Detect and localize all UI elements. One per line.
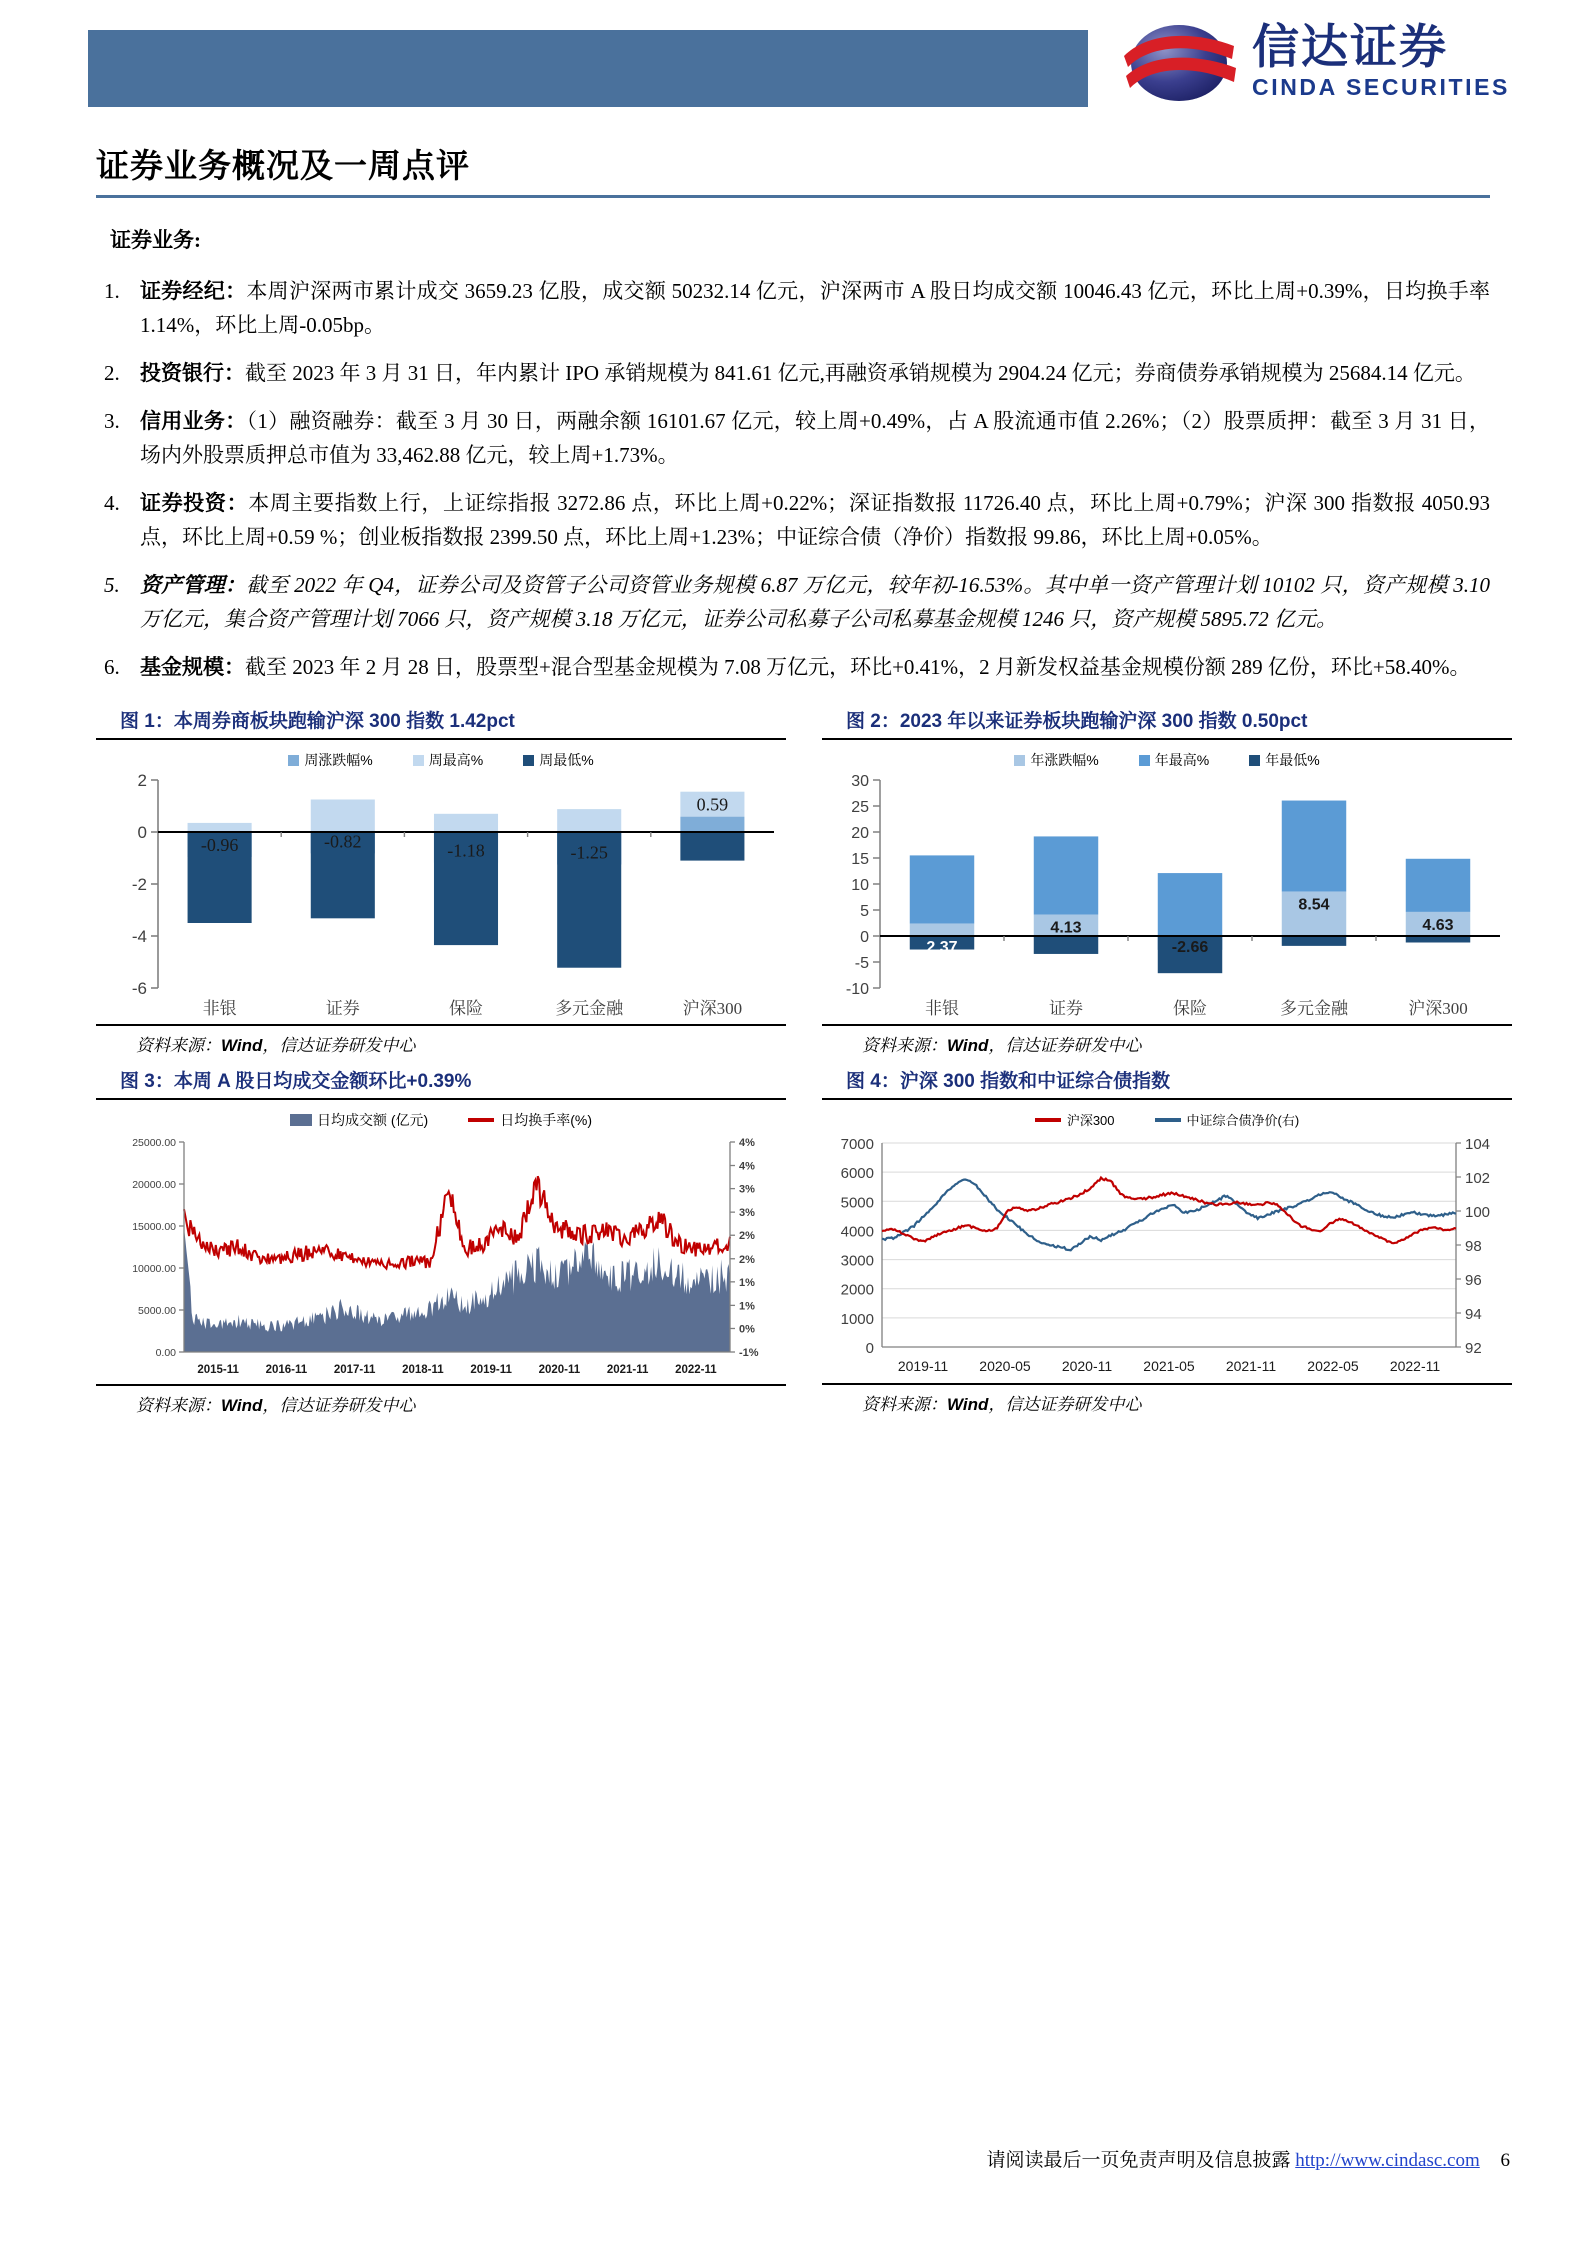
source-suffix: ，信达证券研发中心 bbox=[988, 1395, 1142, 1415]
chart-card-2 bbox=[822, 706, 1512, 1056]
axis-tick-label: 5000.00 bbox=[138, 1305, 176, 1318]
legend-label: 沪深300 bbox=[1066, 1113, 1115, 1129]
bar-segment-low bbox=[1034, 936, 1098, 954]
axis-tick-label: 15000.00 bbox=[132, 1221, 176, 1234]
axis-tick-label: -5 bbox=[854, 955, 869, 973]
chart-card-4 bbox=[822, 1066, 1512, 1416]
axis-tick-label: 6000 bbox=[840, 1165, 874, 1183]
page-footer bbox=[0, 2145, 1586, 2172]
x-tick-label: 2019-11 bbox=[470, 1364, 512, 1377]
axis-tick-label: 0 bbox=[865, 1340, 874, 1358]
x-tick-label: 2021-05 bbox=[1143, 1358, 1195, 1375]
legend-label: 周最高% bbox=[428, 752, 484, 769]
list-item-text: 本周沪深两市累计成交 3659.23 亿股，成交额 50232.14 亿元，沪深两市 A 股日均成交额 10046.43 亿元，环比上周+0.39%，日均换手率 1.14%，环比上周-0.05bp。 bbox=[140, 279, 1491, 338]
axis-tick-label: 0% bbox=[739, 1323, 755, 1336]
list-item-lead: 投资银行： bbox=[140, 361, 245, 386]
x-tick-label: 2021-11 bbox=[606, 1364, 649, 1377]
x-tick-label: 2017-11 bbox=[333, 1364, 376, 1377]
axis-tick-label: 20 bbox=[851, 825, 869, 843]
bar-segment-high bbox=[1282, 801, 1346, 892]
list-item-text: （1）融资融券：截至 3 月 30 日，两融余额 16101.67 亿元，较上周+0.49%，占 A 股流通市值 2.26%；（2）股票质押：截至 3 月 31 日，场内外股票质押总市值为 33,462.88 亿元，较上周+1.73%。 bbox=[140, 409, 1490, 468]
bar-value-label: 0.59 bbox=[696, 794, 729, 815]
list-item bbox=[96, 650, 1490, 684]
legend-swatch bbox=[523, 755, 534, 766]
category-label: 非银 bbox=[202, 999, 237, 1019]
axis-tick-label: -6 bbox=[131, 979, 147, 999]
source-wind: Wind bbox=[221, 1396, 263, 1416]
category-label: 证券 bbox=[325, 999, 360, 1019]
page-number: 6 bbox=[1500, 2150, 1510, 2171]
bar-segment-change bbox=[680, 817, 744, 832]
chart-4-plot bbox=[822, 1131, 1512, 1381]
x-tick-label: 2020-05 bbox=[979, 1358, 1031, 1375]
axis-tick-label: 7000 bbox=[840, 1136, 874, 1154]
chart-source-1 bbox=[96, 1024, 786, 1056]
axis-tick-label: 2% bbox=[739, 1253, 755, 1266]
bar-segment-low bbox=[680, 832, 744, 861]
axis-tick-label: 30 bbox=[851, 773, 869, 791]
legend-label: 年最低% bbox=[1265, 752, 1320, 769]
area-series-turnover bbox=[184, 1228, 730, 1352]
source-wind: Wind bbox=[947, 1036, 989, 1056]
footer-url-link[interactable]: http://www.cindasc.com bbox=[1295, 2150, 1480, 2171]
legend-label: 周涨跌幅% bbox=[304, 752, 373, 769]
bar-segment-high bbox=[1406, 859, 1470, 912]
category-label: 保险 bbox=[1173, 999, 1207, 1019]
axis-tick-label: 1000 bbox=[840, 1311, 874, 1329]
list-item bbox=[96, 568, 1490, 636]
source-prefix: 资料来源： bbox=[136, 1036, 221, 1056]
source-prefix: 资料来源： bbox=[862, 1395, 947, 1415]
numbered-list bbox=[96, 274, 1490, 684]
list-item-lead: 资产管理： bbox=[140, 573, 247, 598]
bar-segment-low bbox=[1282, 936, 1346, 946]
legend-label: 周最低% bbox=[539, 752, 594, 769]
legend-label: 日均成交额 (亿元) bbox=[317, 1112, 429, 1129]
list-item-lead: 信用业务： bbox=[140, 409, 247, 434]
x-tick-label: 2015-11 bbox=[197, 1364, 239, 1377]
legend-entry bbox=[523, 750, 593, 770]
list-item-lead: 证券经纪： bbox=[140, 279, 247, 303]
axis-tick-label: -2 bbox=[131, 875, 147, 895]
bar-value-label: 2.37 bbox=[926, 939, 958, 957]
x-tick-label: 2022-05 bbox=[1307, 1358, 1359, 1375]
axis-tick-label: 94 bbox=[1465, 1306, 1482, 1324]
chart-card-1 bbox=[96, 706, 786, 1056]
legend-label: 中证综合债净价(右) bbox=[1186, 1113, 1300, 1129]
category-label: 非银 bbox=[925, 999, 959, 1019]
legend-entry bbox=[1014, 750, 1098, 770]
company-logo bbox=[1120, 18, 1510, 104]
list-item-lead: 证券投资： bbox=[140, 491, 249, 516]
axis-tick-label: 102 bbox=[1465, 1170, 1491, 1188]
axis-tick-label: 92 bbox=[1465, 1340, 1482, 1358]
axis-tick-label: 96 bbox=[1465, 1272, 1482, 1290]
source-suffix: ，信达证券研发中心 bbox=[262, 1396, 416, 1416]
list-item-text: 截至 2023 年 2 月 28 日，股票型+混合型基金规模为 7.08 万亿元，环比+0.41%，2 月新发权益基金规模份额 289 亿份，环比+58.40%。 bbox=[245, 655, 1471, 680]
header-accent-bar bbox=[88, 30, 1088, 107]
x-tick-label: 2019-11 bbox=[897, 1358, 949, 1375]
legend-entry bbox=[290, 1110, 428, 1130]
category-label: 证券 bbox=[1049, 999, 1083, 1019]
legend-line bbox=[1035, 1118, 1061, 1122]
line-series-turnover-rate bbox=[184, 1176, 730, 1268]
section-label: 证券业务: bbox=[110, 228, 201, 252]
line-series-hs300 bbox=[882, 1178, 1456, 1244]
legend-entry bbox=[1155, 1110, 1300, 1129]
charts-grid bbox=[96, 706, 1490, 1416]
page-title: 证券业务概况及一周点评 bbox=[96, 147, 470, 184]
x-tick-label: 2020-11 bbox=[1061, 1358, 1113, 1375]
axis-tick-label: 20000.00 bbox=[132, 1179, 176, 1192]
chart-legend-2 bbox=[822, 750, 1512, 770]
legend-entry bbox=[413, 750, 483, 770]
source-suffix: ，信达证券研发中心 bbox=[262, 1036, 416, 1056]
source-wind: Wind bbox=[947, 1395, 989, 1415]
axis-tick-label: -1% bbox=[739, 1347, 759, 1360]
bar-value-label: -0.82 bbox=[324, 831, 362, 852]
chart-1-plot bbox=[96, 772, 786, 1022]
category-label: 保险 bbox=[449, 999, 483, 1019]
bar-value-label: -2.66 bbox=[1171, 939, 1209, 957]
chart-title-3: 图 3：本周 A 股日均成交金额环比+0.39% bbox=[96, 1066, 786, 1100]
x-tick-label: 2016-11 bbox=[265, 1364, 308, 1377]
legend-entry bbox=[1249, 750, 1319, 770]
list-item bbox=[96, 356, 1490, 390]
source-wind: Wind bbox=[221, 1036, 263, 1056]
axis-tick-label: 0.00 bbox=[155, 1347, 176, 1360]
source-suffix: ，信达证券研发中心 bbox=[988, 1036, 1142, 1056]
legend-entry bbox=[288, 750, 372, 770]
x-tick-label: 2018-11 bbox=[402, 1364, 444, 1377]
legend-entry bbox=[468, 1110, 592, 1130]
bar-value-label: -1.18 bbox=[447, 840, 485, 861]
bar-value-label: 4.63 bbox=[1422, 917, 1454, 935]
legend-line bbox=[1155, 1118, 1181, 1122]
list-item bbox=[96, 486, 1490, 554]
legend-swatch bbox=[290, 1114, 312, 1126]
chart-body-3 bbox=[96, 1100, 786, 1382]
legend-entry bbox=[1139, 750, 1209, 770]
axis-tick-label: 104 bbox=[1465, 1136, 1491, 1154]
category-label: 沪深300 bbox=[682, 999, 743, 1019]
legend-label: 年最高% bbox=[1154, 752, 1210, 769]
x-tick-label: 2020-11 bbox=[538, 1364, 581, 1377]
chart-title-4: 图 4：沪深 300 指数和中证综合债指数 bbox=[822, 1066, 1512, 1100]
legend-line bbox=[468, 1118, 494, 1122]
axis-tick-label: 10000.00 bbox=[132, 1263, 176, 1276]
category-label: 多元金融 bbox=[1280, 999, 1348, 1019]
axis-tick-label: 10 bbox=[851, 877, 869, 895]
x-tick-label: 2022-11 bbox=[675, 1364, 717, 1377]
source-prefix: 资料来源： bbox=[862, 1036, 947, 1056]
bar-value-label: -1.25 bbox=[570, 842, 608, 863]
chart-legend-3 bbox=[96, 1110, 786, 1130]
axis-tick-label: 4000 bbox=[840, 1223, 874, 1241]
chart-body-1 bbox=[96, 740, 786, 1022]
legend-swatch bbox=[1139, 755, 1150, 766]
source-prefix: 资料来源： bbox=[136, 1396, 221, 1416]
legend-swatch bbox=[1249, 755, 1260, 766]
footer-disclaimer: 请阅读最后一页免责声明及信息披露 bbox=[986, 2150, 1291, 2171]
axis-tick-label: -10 bbox=[845, 981, 869, 999]
axis-tick-label: 3000 bbox=[840, 1252, 874, 1270]
legend-swatch bbox=[1014, 755, 1025, 766]
axis-tick-label: -4 bbox=[131, 927, 147, 947]
axis-tick-label: 0 bbox=[860, 929, 869, 947]
axis-tick-label: 15 bbox=[851, 851, 869, 869]
chart-source-4 bbox=[822, 1383, 1512, 1415]
chart-source-2 bbox=[822, 1024, 1512, 1056]
legend-entry bbox=[1035, 1110, 1115, 1129]
cinda-globe-icon bbox=[1120, 18, 1238, 104]
legend-swatch bbox=[288, 755, 299, 766]
axis-tick-label: 4% bbox=[739, 1137, 755, 1150]
bar-segment-high bbox=[1034, 837, 1098, 915]
axis-tick-label: 3% bbox=[739, 1207, 755, 1220]
bar-value-label: 4.13 bbox=[1050, 919, 1082, 937]
bar-segment-change bbox=[910, 924, 974, 936]
chart-card-3 bbox=[96, 1066, 786, 1416]
chart-body-4 bbox=[822, 1100, 1512, 1381]
title-block bbox=[96, 140, 1490, 198]
x-tick-label: 2021-11 bbox=[1225, 1358, 1277, 1375]
axis-tick-label: 2000 bbox=[840, 1281, 874, 1299]
axis-tick-label: 1% bbox=[739, 1300, 755, 1313]
logo-english-name: CINDA SECURITIES bbox=[1252, 74, 1510, 100]
legend-swatch bbox=[413, 755, 424, 766]
body-content bbox=[96, 198, 1490, 684]
axis-tick-label: 2 bbox=[137, 772, 147, 791]
axis-tick-label: 3% bbox=[739, 1183, 755, 1196]
chart-body-2 bbox=[822, 740, 1512, 1022]
list-item-lead: 基金规模： bbox=[140, 655, 245, 680]
axis-tick-label: 5 bbox=[860, 903, 869, 921]
category-label: 多元金融 bbox=[555, 999, 624, 1019]
bar-value-label: -0.96 bbox=[200, 835, 239, 856]
axis-tick-label: 1% bbox=[739, 1277, 755, 1290]
chart-legend-4 bbox=[822, 1110, 1512, 1129]
axis-tick-label: 25000.00 bbox=[132, 1137, 176, 1150]
line-series-bond-index bbox=[882, 1180, 1456, 1251]
list-item-text: 截至 2023 年 3 月 31 日，年内累计 IPO 承销规模为 841.61 亿元,再融资承销规模为 2904.24 亿元；券商债券承销规模为 25684.14 亿元。 bbox=[245, 361, 1476, 386]
legend-label: 日均换手率(%) bbox=[500, 1112, 592, 1129]
chart-source-3 bbox=[96, 1384, 786, 1416]
logo-chinese-name: 信达证券 bbox=[1252, 20, 1448, 73]
list-item bbox=[96, 404, 1490, 472]
x-tick-label: 2022-11 bbox=[1389, 1358, 1441, 1375]
list-item-text: 截至 2022 年 Q4，证券公司及资管子公司资管业务规模 6.87 万亿元，较年初-16.53%。其中单一资产管理计划 10102 只，资产规模 3.10 万亿元，集合资产管理计划 7066 只，资产规模 3.18 万亿元，证券公司私募子公司私募基金规模 1246 只，资产规模 5895.72 亿元。 bbox=[140, 573, 1490, 632]
legend-label: 年涨跌幅% bbox=[1030, 752, 1099, 769]
axis-tick-label: 4% bbox=[739, 1160, 755, 1173]
category-label: 沪深300 bbox=[1408, 999, 1468, 1019]
axis-tick-label: 5000 bbox=[840, 1194, 874, 1212]
axis-tick-label: 2% bbox=[739, 1230, 755, 1243]
axis-tick-label: 0 bbox=[137, 823, 147, 843]
list-item-text: 本周主要指数上行，上证综指报 3272.86 点，环比上周+0.22%；深证指数报 11726.40 点，环比上周+0.79%；沪深 300 指数报 4050.93 点，环比上周+0.59 %；创业板指数报 2399.50 点，环比上周+1.23%；中证综合债（净价）指数报 99.86，环比上周+0.05%。 bbox=[140, 491, 1491, 550]
chart-title-1: 图 1：本周券商板块跑输沪深 300 指数 1.42pct bbox=[96, 706, 786, 740]
axis-tick-label: 25 bbox=[851, 799, 869, 817]
page-header bbox=[0, 0, 1586, 130]
chart-legend-1 bbox=[96, 750, 786, 770]
chart-3-plot bbox=[96, 1132, 786, 1382]
axis-tick-label: 98 bbox=[1465, 1238, 1482, 1256]
bar-value-label: 8.54 bbox=[1298, 896, 1330, 914]
list-item bbox=[96, 274, 1490, 342]
chart-2-plot bbox=[822, 772, 1512, 1022]
axis-tick-label: 100 bbox=[1465, 1204, 1491, 1222]
bar-segment-high bbox=[910, 856, 974, 924]
chart-title-2: 图 2：2023 年以来证券板块跑输沪深 300 指数 0.50pct bbox=[822, 706, 1512, 740]
